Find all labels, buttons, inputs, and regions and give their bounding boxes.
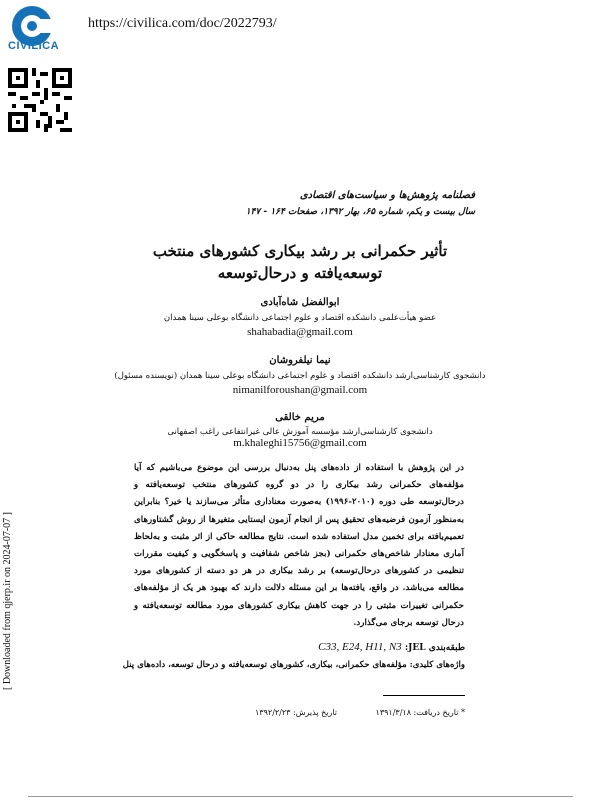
civilica-logo-text: CIVILICA (8, 40, 60, 52)
download-side-note: [ Downloaded from qjerp.ir on 2024-07-07 ] (2, 511, 13, 690)
author-affiliation: دانشجوی کارشناسی‌ارشد مؤسسه آموزش عالی غیرانتفاعی راغب اصفهانی (167, 427, 433, 437)
author-affiliation: دانشجوی کارشناسی‌ارشد دانشکده اقتصاد و علوم اجتماعی دانشگاه بوعلی سینا همدان (نویسنده مسئول) (114, 371, 486, 381)
document-url-link[interactable]: https://civilica.com/doc/2022793/ (88, 16, 277, 31)
keywords-text: مؤلفه‌های حکمرانی، بیکاری، کشورهای توسعه‌یافته و درحال توسعه، داده‌های پنل (122, 660, 407, 670)
accepted-date: تاریخ پذیرش: ۱۳۹۲/۲/۲۳ (255, 708, 337, 717)
article-title-line2: توسعه‌یافته و درحال‌توسعه (217, 264, 383, 282)
author-name: مریم خالقی (275, 412, 325, 423)
journal-name: فصلنامه پژوهش‌ها و سیاست‌های اقتصادی (299, 190, 475, 201)
author-email: nimanilforoushan@gmail.com (232, 384, 368, 396)
qr-code-icon (8, 68, 72, 132)
article-title-line1: تأثیر حکمرانی بر رشد بیکاری کشورهای منتخب (152, 242, 448, 260)
footnote-divider (383, 695, 465, 696)
author-name: ابوالفضل شاه‌آبادی (260, 297, 340, 308)
article-dates (255, 708, 465, 717)
jel-label: طبقه‌بندی JEL: (404, 643, 465, 653)
author-email: shahabadia@gmail.com (247, 326, 353, 338)
keywords (120, 660, 465, 670)
journal-issue-meta: سال بیست و یکم، شماره ۶۵، بهار ۱۳۹۲، صفحات ۱۶۴ - ۱۴۷ (245, 207, 475, 217)
author-name: نیما نیلفروشان (269, 355, 331, 366)
jel-codes: C33, E24, H11, N3 (318, 641, 402, 653)
author-affiliation: عضو هیأت‌علمی دانشکده اقتصاد و علوم اجتماعی دانشگاه بوعلی سینا همدان (163, 313, 437, 323)
jel-classification (120, 641, 465, 653)
author-email: m.khaleghi15756@gmail.com (233, 437, 367, 449)
keywords-label: واژه‌های کلیدی: (409, 660, 465, 670)
abstract-text: در این پژوهش با استفاده از داده‌های پنل به‌دنبال بررسی این موضوع می‌باشیم که آیا مؤلفه‌های حکمرانی رشد بیکاری را در دو گروه کشورهای منتخب توسعه‌یافته و درحال‌توسعه طی دوره (۲۰۱۰-۱۹۹۶) به‌صورت معناداری متأثر می‌سازند یا خیر؟ بنابراین به‌منظور آزمون فرضیه‌های تحقیق پس از انجام آزمون ایستایی متغیرها از روش گشتاورهای تعمیم‌یافته برای تخمین مدل استفاده شده است. نتایج مطالعه حاکی از اثر مثبت و به‌لحاظ آماری معنادار شاخص‌های حکمرانی (بجز شاخص شفافیت و پاسخگویی و کیفیت مقررات تنظیمی در کشورهای درحال‌توسعه) بر رشد بیکاری در هر دو دسته از کشورهای مورد مطالعه می‌باشد. در واقع، یافته‌ها بر این مسئله دلالت دارند که بهبود هر یک از مؤلفه‌های حکمرانی تغییرات مثبتی را در جهت کاهش بیکاری کشورهای مورد مطالعه توسعه‌یافته و درحال توسعه برجای می‌گذارد. (134, 463, 464, 628)
page-bottom-divider (28, 796, 573, 797)
received-date: * تاریخ دریافت: ۱۳۹۱/۳/۱۸ (375, 708, 465, 717)
